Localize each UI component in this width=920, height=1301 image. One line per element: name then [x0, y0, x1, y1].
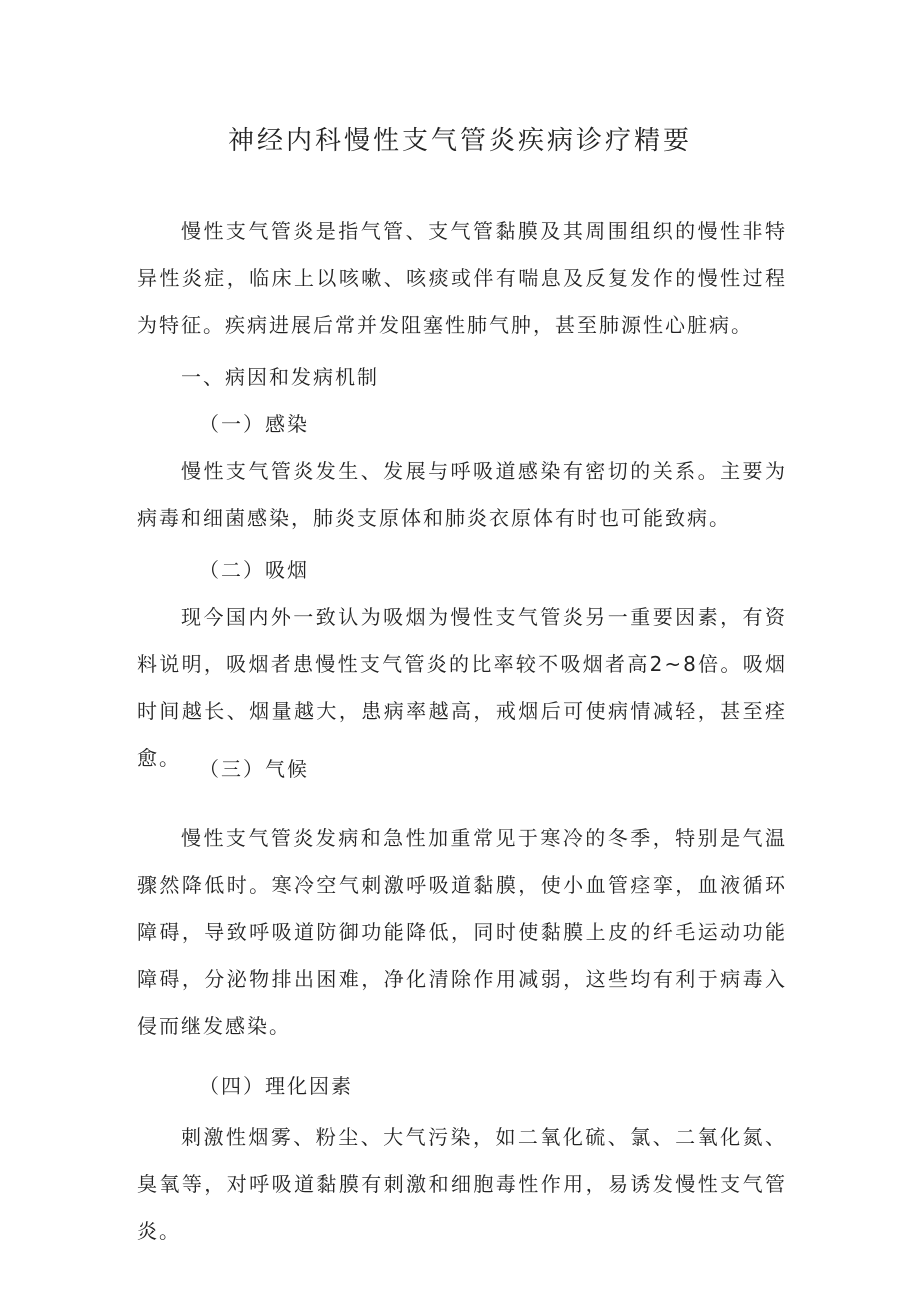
- paragraph-climate: 慢性支气管炎发病和急性加重常见于寒冷的冬季，特别是气温骤然降低时。寒冷空气刺激呼吸道黏膜，使小血管痉挛，血液循环障碍，导致呼吸道防御功能降低，同时使黏膜上皮的纤毛运动功能障碍，分泌物排出困难，净化清除作用减弱，这些均有利于病毒入侵而继发感染。: [137, 826, 787, 1038]
- subheading-smoking: （二）吸烟: [199, 558, 309, 582]
- section-heading-etiology: 一、病因和发病机制: [181, 365, 379, 389]
- paragraph-infection: 慢性支气管炎发生、发展与呼吸道感染有密切的关系。主要为病毒和细菌感染，肺炎支原体和肺炎衣原体有时也可能致病。: [137, 459, 787, 530]
- subheading-physicochemical: （四）理化因素: [199, 1074, 353, 1098]
- document-title: 神经内科慢性支气管炎疾病诊疗精要: [227, 126, 692, 156]
- subheading-climate: （三）气候: [199, 757, 309, 781]
- paragraph-physicochemical: 刺激性烟雾、粉尘、大气污染，如二氧化硫、氯、二氧化氮、臭氧等，对呼吸道黏膜有刺激和细胞毒性作用，易诱发慢性支气管炎。: [137, 1125, 787, 1243]
- paragraph-smoking: 现今国内外一致认为吸烟为慢性支气管炎另一重要因素，有资料说明，吸烟者患慢性支气管炎的比率较不吸烟者高2~8倍。吸烟时间越长、烟量越大，患病率越高，戒烟后可使病情减轻，甚至痊愈。: [137, 605, 787, 770]
- subheading-infection: （一）感染: [199, 412, 309, 436]
- intro-paragraph: 慢性支气管炎是指气管、支气管黏膜及其周围组织的慢性非特异性炎症，临床上以咳嗽、咳痰或伴有喘息及反复发作的慢性过程为特征。疾病进展后常并发阻塞性肺气肿，甚至肺源性心脏病。: [137, 219, 787, 337]
